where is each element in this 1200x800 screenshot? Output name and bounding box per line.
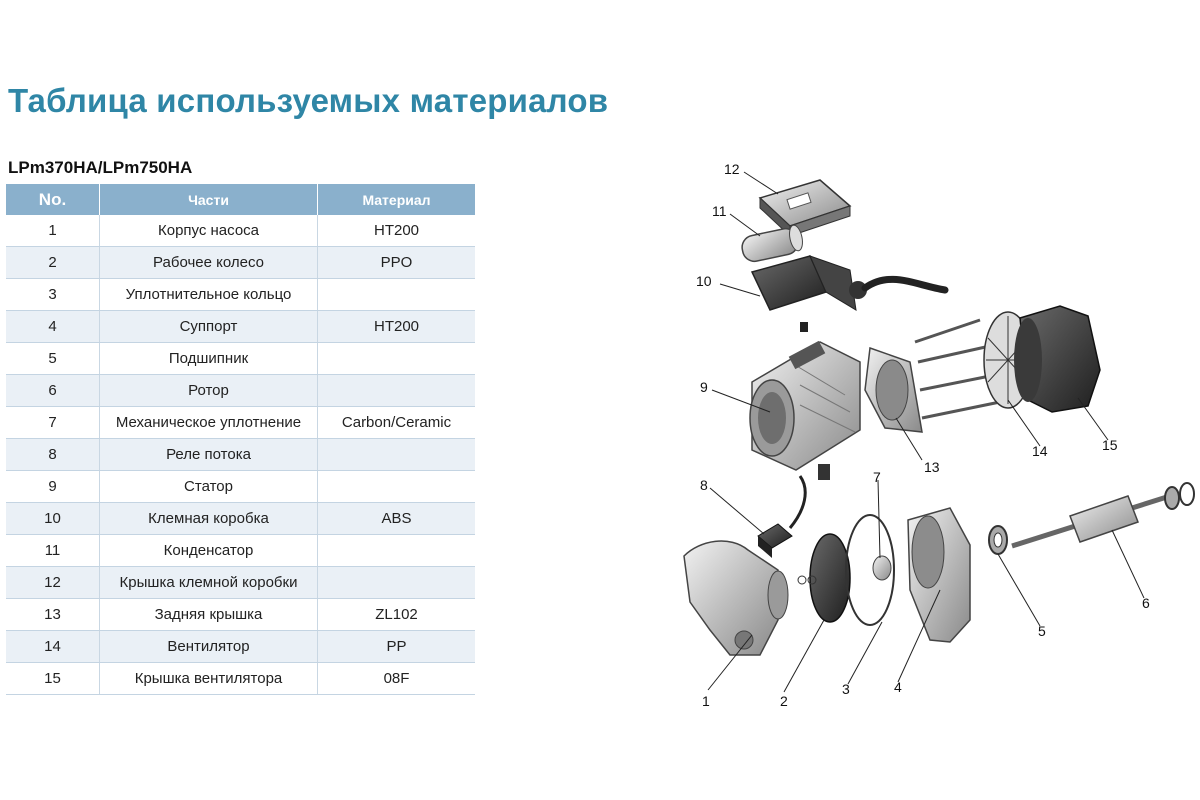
materials-table <box>6 184 475 695</box>
row-material: ABS <box>318 503 476 535</box>
row-no: 3 <box>6 279 100 311</box>
row-no: 15 <box>6 663 100 695</box>
diagram-label-15: 15 <box>1102 437 1118 453</box>
diagram-label-14: 14 <box>1032 443 1048 459</box>
row-material <box>318 439 476 471</box>
row-material: HT200 <box>318 215 476 247</box>
row-material: PPO <box>318 247 476 279</box>
table-row <box>6 631 475 663</box>
table-row <box>6 471 475 503</box>
row-material <box>318 375 476 407</box>
table-row <box>6 279 475 311</box>
table-row <box>6 215 475 247</box>
mechanical-seal-part <box>873 556 891 580</box>
table-row <box>6 439 475 471</box>
diagram-label-2: 2 <box>780 693 788 709</box>
table-row <box>6 663 475 695</box>
terminal-box-cover-part <box>760 180 850 236</box>
row-part: Механическое уплотнение <box>100 407 318 439</box>
row-no: 11 <box>6 535 100 567</box>
row-part: Вентилятор <box>100 631 318 663</box>
row-material: ZL102 <box>318 599 476 631</box>
header-no: No. <box>6 184 100 215</box>
row-part: Ротор <box>100 375 318 407</box>
row-material <box>318 567 476 599</box>
row-part: Крышка клемной коробки <box>100 567 318 599</box>
row-material <box>318 535 476 567</box>
row-part: Рабочее колесо <box>100 247 318 279</box>
diagram-label-8: 8 <box>700 477 708 493</box>
diagram-label-6: 6 <box>1142 595 1150 611</box>
row-no: 2 <box>6 247 100 279</box>
row-part: Реле потока <box>100 439 318 471</box>
table-row <box>6 375 475 407</box>
row-no: 1 <box>6 215 100 247</box>
diagram-label-5: 5 <box>1038 623 1046 639</box>
row-material: Carbon/Ceramic <box>318 407 476 439</box>
row-part: Суппорт <box>100 311 318 343</box>
row-part: Подшипник <box>100 343 318 375</box>
table-row <box>6 503 475 535</box>
page-title: Таблица используемых материалов <box>8 82 609 119</box>
diagram-label-1: 1 <box>702 693 710 709</box>
row-material <box>318 471 476 503</box>
row-material: HT200 <box>318 311 476 343</box>
diagram-label-9: 9 <box>700 379 708 395</box>
table-row <box>6 343 475 375</box>
row-no: 5 <box>6 343 100 375</box>
header-part: Части <box>100 184 318 215</box>
table-header-row <box>6 184 475 215</box>
capacitor-part <box>740 224 805 264</box>
table-row <box>6 599 475 631</box>
bearing-part <box>989 526 1007 554</box>
fan-cover-part <box>1014 306 1100 412</box>
row-part: Клемная коробка <box>100 503 318 535</box>
table-row <box>6 535 475 567</box>
table-row <box>6 567 475 599</box>
row-no: 7 <box>6 407 100 439</box>
row-part: Конденсатор <box>100 535 318 567</box>
stator-part <box>750 341 860 470</box>
diagram-label-11: 11 <box>712 203 727 219</box>
impeller-part <box>798 534 850 622</box>
row-no: 6 <box>6 375 100 407</box>
table-row <box>6 407 475 439</box>
row-material: 08F <box>318 663 476 695</box>
row-no: 14 <box>6 631 100 663</box>
table-row <box>6 247 475 279</box>
row-no: 8 <box>6 439 100 471</box>
row-part: Статор <box>100 471 318 503</box>
row-part: Корпус насоса <box>100 215 318 247</box>
pump-body-part <box>684 541 788 655</box>
row-part: Крышка вентилятора <box>100 663 318 695</box>
row-no: 13 <box>6 599 100 631</box>
rear-cover-part <box>865 320 1000 432</box>
diagram-label-7: 7 <box>873 469 881 485</box>
diagram-label-13: 13 <box>924 459 940 475</box>
row-no: 9 <box>6 471 100 503</box>
rotor-part <box>1012 483 1194 546</box>
diagram-label-3: 3 <box>842 681 850 697</box>
row-part: Задняя крышка <box>100 599 318 631</box>
row-no: 4 <box>6 311 100 343</box>
row-part: Уплотнительное кольцо <box>100 279 318 311</box>
diagram-label-4: 4 <box>894 679 902 695</box>
row-material <box>318 279 476 311</box>
terminal-box-part <box>752 256 945 332</box>
diagram-label-12: 12 <box>724 161 740 177</box>
support-part <box>908 508 970 642</box>
row-no: 10 <box>6 503 100 535</box>
exploded-pump-diagram <box>660 150 1200 720</box>
row-material: PP <box>318 631 476 663</box>
model-name: LPm370HA/LPm750HA <box>8 158 193 177</box>
diagram-label-10: 10 <box>696 273 712 289</box>
header-material: Материал <box>318 184 476 215</box>
row-no: 12 <box>6 567 100 599</box>
table-row <box>6 311 475 343</box>
row-material <box>318 343 476 375</box>
